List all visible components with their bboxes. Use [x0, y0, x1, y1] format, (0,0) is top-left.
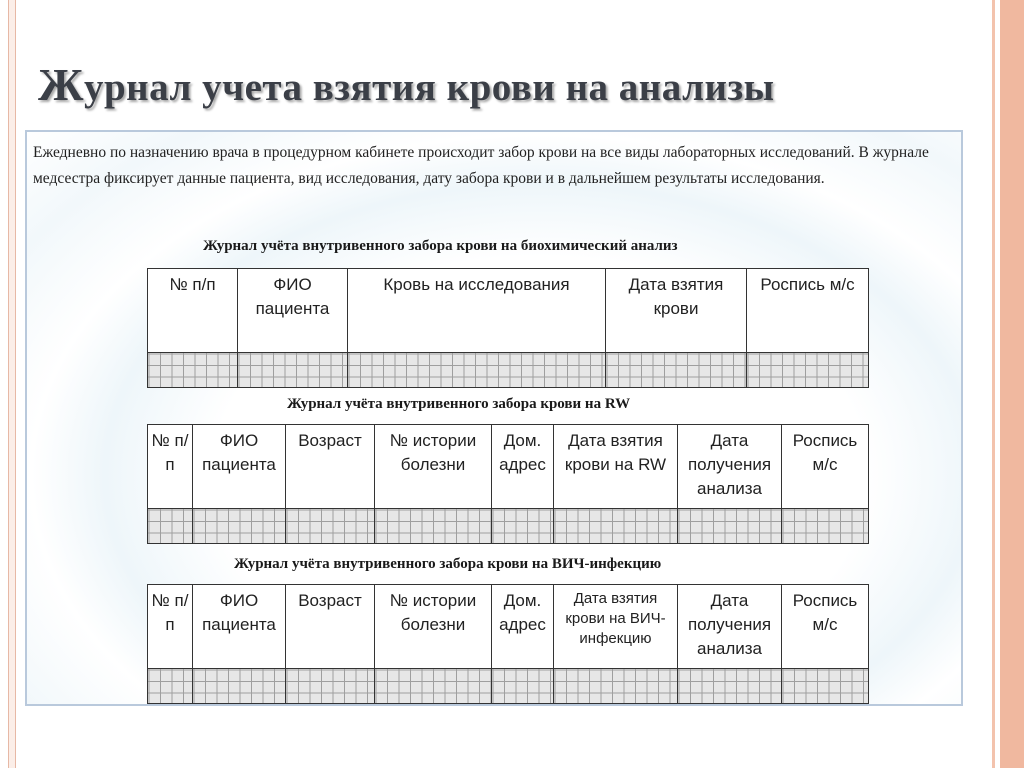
table-rw	[147, 424, 869, 544]
table2-header-date-rw: Дата взятия крови на RW	[554, 425, 678, 509]
table1-header-blood-tests: Кровь на исследования	[348, 269, 606, 353]
table-row	[148, 669, 869, 704]
left-decorative-frame	[8, 0, 16, 768]
right-decorative-frame	[984, 0, 1024, 768]
intro-paragraph: Ежедневно по назначению врача в процедурном кабинете происходит забор крови на все виды лабораторных исследований. В журнале медсестра фиксирует данные пациента, вид исследования, дату забора крови и в дальнейшем результаты исследования.	[33, 144, 929, 187]
table1-header-date: Дата взятия крови	[606, 269, 747, 353]
table-biochemistry	[147, 268, 869, 388]
table3-header-signature: Роспись м/с	[782, 585, 869, 669]
slide-title	[38, 58, 978, 111]
table1-header-patient-name: ФИО пациента	[238, 269, 348, 353]
table2-header-history-number: № истории болезни	[375, 425, 492, 509]
title-rest: урнал учета взятия крови на анализы	[83, 66, 775, 109]
table2-header-age: Возраст	[286, 425, 375, 509]
table3-caption: Журнал учёта внутривенного забора крови на ВИЧ-инфекцию	[234, 556, 662, 572]
table2-header-signature: Роспись м/с	[782, 425, 869, 509]
title-initial: Ж	[38, 59, 84, 110]
table3-header-age: Возраст	[286, 585, 375, 669]
document-image	[25, 130, 963, 706]
right-frame-line	[997, 0, 998, 768]
table1-header-number: № п/п	[148, 269, 238, 353]
table1-header-signature: Роспись м/с	[747, 269, 869, 353]
table3-header-patient-name: ФИО пациента	[193, 585, 286, 669]
table2-header-address: Дом. адрес	[492, 425, 554, 509]
table3-header-date-result: Дата получения анализа	[678, 585, 782, 669]
table1-caption: Журнал учёта внутривенного забора крови на биохимический анализ	[203, 238, 678, 254]
table3-header-address: Дом. адрес	[492, 585, 554, 669]
table3-header-number: № п/п	[148, 585, 193, 669]
table-row	[148, 509, 869, 544]
table-hiv	[147, 584, 869, 704]
table2-header-patient-name: ФИО пациента	[193, 425, 286, 509]
table-row	[148, 353, 869, 388]
table3-header-date-hiv: Дата взятия крови на ВИЧ-инфекцию	[554, 585, 678, 669]
table3-header-history-number: № истории болезни	[375, 585, 492, 669]
table2-header-number: № п/п	[148, 425, 193, 509]
table2-header-date-result: Дата получения анализа	[678, 425, 782, 509]
decorative-arc	[855, 608, 963, 706]
table2-caption: Журнал учёта внутривенного забора крови на RW	[287, 396, 631, 412]
